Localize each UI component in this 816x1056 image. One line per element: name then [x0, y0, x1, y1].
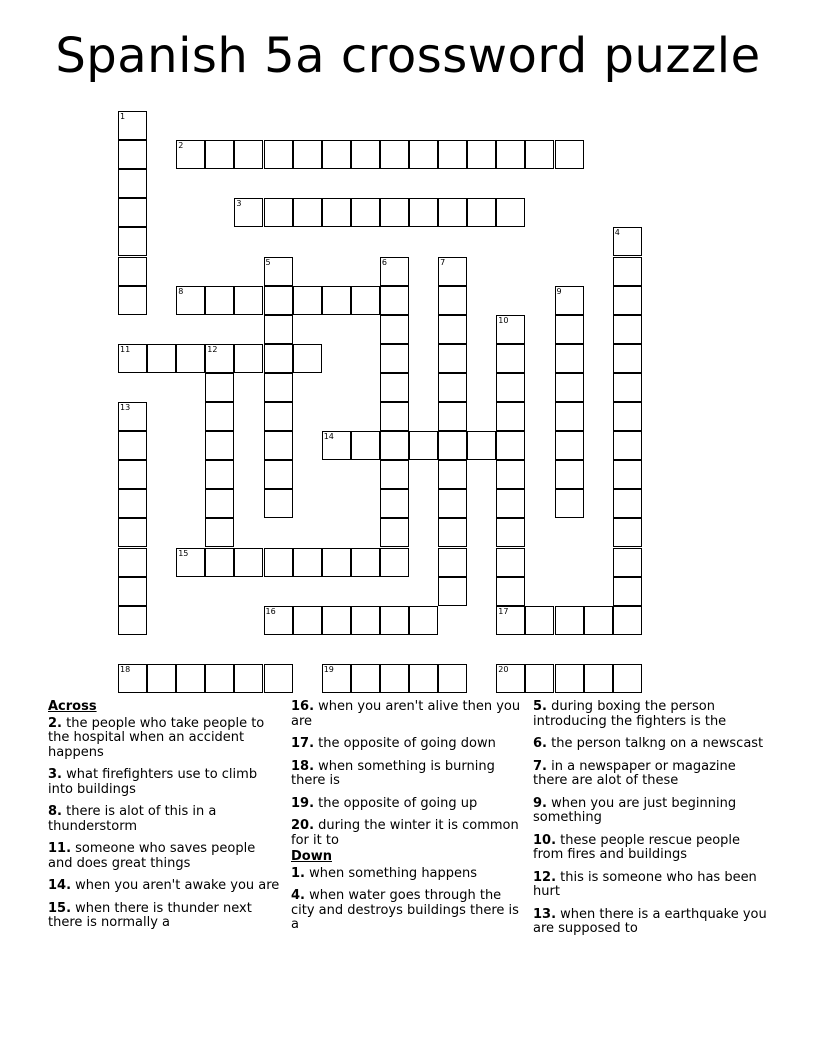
grid-cell[interactable] [264, 344, 293, 373]
clue-item-number: 12. [533, 869, 557, 885]
grid-cell[interactable] [438, 140, 467, 169]
grid-cell[interactable] [555, 344, 584, 373]
grid-cell[interactable] [467, 198, 496, 227]
grid-cell[interactable] [322, 286, 351, 315]
clue-item [48, 842, 280, 871]
grid-cell[interactable] [555, 140, 584, 169]
grid-cell[interactable] [264, 664, 293, 693]
grid-cell[interactable] [118, 460, 147, 489]
grid-cell[interactable] [613, 373, 642, 402]
grid-cell[interactable] [555, 460, 584, 489]
grid-cell[interactable] [205, 402, 234, 431]
clue-item-text: this is someone who has been hurt [533, 869, 757, 899]
grid-cell[interactable] [234, 664, 263, 693]
grid-cell[interactable] [205, 664, 234, 693]
grid-cell[interactable] [322, 664, 351, 693]
grid-cell[interactable] [380, 257, 409, 286]
grid-cell[interactable] [438, 664, 467, 693]
grid-cell[interactable] [380, 402, 409, 431]
grid-cell[interactable] [380, 489, 409, 518]
grid-cell[interactable] [234, 286, 263, 315]
clue-number: 12 [207, 344, 218, 354]
grid-cell[interactable] [496, 664, 525, 693]
grid-cell[interactable] [147, 344, 176, 373]
grid-cell[interactable] [264, 489, 293, 518]
clue-item-number: 14. [48, 878, 72, 893]
grid-cell[interactable] [380, 431, 409, 460]
page-title: Spanish 5a crossword puzzle [55, 28, 761, 84]
grid-cell[interactable] [176, 286, 205, 315]
grid-cell[interactable] [264, 198, 293, 227]
grid-cell[interactable] [118, 402, 147, 431]
clue-item-text: the people who take people to the hospital when an accident happens [48, 715, 265, 760]
grid-cell[interactable] [496, 315, 525, 344]
grid-cell[interactable] [293, 286, 322, 315]
grid-cell[interactable] [264, 402, 293, 431]
clue-item-text: the opposite of going down [314, 736, 496, 751]
grid-cell[interactable] [205, 548, 234, 577]
clue-number: 20 [498, 664, 509, 674]
grid-cell[interactable] [118, 169, 147, 198]
grid-cell[interactable] [438, 548, 467, 577]
grid-cell[interactable] [613, 431, 642, 460]
grid-cell[interactable] [293, 344, 322, 373]
clue-item-number: 11. [48, 841, 72, 856]
grid-cell[interactable] [438, 518, 467, 547]
grid-cell[interactable] [613, 315, 642, 344]
grid-cell[interactable] [205, 518, 234, 547]
grid-cell[interactable] [264, 315, 293, 344]
clue-item [533, 797, 769, 826]
clue-item-text: during the winter it is common for it to [291, 818, 519, 848]
grid-cell[interactable] [496, 140, 525, 169]
clue-item [533, 737, 769, 752]
grid-cell[interactable] [176, 664, 205, 693]
grid-cell[interactable] [118, 664, 147, 693]
clue-item-number: 7. [533, 758, 547, 774]
grid-cell[interactable] [205, 286, 234, 315]
grid-cell[interactable] [264, 373, 293, 402]
clue-item-text: when you aren't alive then you are [291, 699, 521, 729]
grid-cell[interactable] [438, 315, 467, 344]
clue-item-text: what firefighters use to climb into buildings [48, 767, 258, 797]
clue-item [48, 717, 280, 761]
grid-cell[interactable] [555, 489, 584, 518]
clue-number: 11 [120, 344, 131, 354]
clue-item-text: when something happens [304, 865, 478, 881]
grid-cell[interactable] [496, 577, 525, 606]
clue-item [291, 797, 521, 812]
grid-cell[interactable] [293, 198, 322, 227]
grid-cell[interactable] [380, 606, 409, 635]
clue-item-number: 8. [48, 804, 62, 819]
grid-cell[interactable] [118, 198, 147, 227]
clue-number: 2 [178, 141, 184, 151]
clue-item [533, 760, 769, 789]
clue-item-text: the person talkng on a newscast [546, 736, 764, 751]
grid-cell[interactable] [525, 140, 554, 169]
grid-cell[interactable] [176, 140, 205, 169]
grid-cell[interactable] [438, 431, 467, 460]
grid-cell[interactable] [409, 606, 438, 635]
grid-cell[interactable] [118, 431, 147, 460]
clue-item-number: 5. [533, 699, 547, 714]
grid-cell[interactable] [118, 227, 147, 256]
grid-cell[interactable] [496, 460, 525, 489]
grid-cell[interactable] [176, 344, 205, 373]
grid-cell[interactable] [118, 257, 147, 286]
grid-cell[interactable] [555, 606, 584, 635]
clue-item-text: when you are just beginning something [533, 795, 737, 825]
grid-cell[interactable] [555, 286, 584, 315]
grid-cell[interactable] [380, 373, 409, 402]
grid-cell[interactable] [351, 664, 380, 693]
grid-cell[interactable] [438, 286, 467, 315]
clue-item [48, 805, 280, 834]
clue-item [533, 908, 769, 937]
clue-item [533, 871, 769, 900]
grid-cell[interactable] [118, 140, 147, 169]
clue-item-number: 10. [533, 832, 557, 848]
grid-cell[interactable] [118, 489, 147, 518]
grid-cell[interactable] [293, 606, 322, 635]
grid-cell[interactable] [613, 344, 642, 373]
grid-cell[interactable] [496, 548, 525, 577]
clue-item-number: 20. [291, 818, 315, 833]
clue-number: 14 [323, 432, 334, 442]
grid-cell[interactable] [467, 140, 496, 169]
clue-item-text: when something is burning there is [291, 758, 495, 788]
clue-number: 3 [236, 199, 242, 209]
clue-item-text: in a newspaper or magazine there are alot of these [533, 758, 736, 788]
grid-cell[interactable] [205, 373, 234, 402]
grid-cell[interactable] [613, 664, 642, 693]
grid-cell[interactable] [438, 577, 467, 606]
clue-number: 6 [381, 257, 387, 267]
clue-item-number: 18. [291, 758, 315, 774]
clue-item [48, 879, 280, 894]
grid-cell[interactable] [234, 140, 263, 169]
clue-item [291, 700, 521, 729]
clue-item [291, 889, 521, 933]
grid-cell[interactable] [380, 518, 409, 547]
grid-cell[interactable] [351, 198, 380, 227]
grid-cell[interactable] [351, 548, 380, 577]
clue-number: 8 [178, 286, 184, 296]
clues-column-3 [533, 700, 769, 945]
grid-cell[interactable] [118, 606, 147, 635]
grid-cell[interactable] [438, 460, 467, 489]
grid-cell[interactable] [555, 373, 584, 402]
grid-cell[interactable] [118, 286, 147, 315]
grid-cell[interactable] [555, 664, 584, 693]
grid-cell[interactable] [438, 402, 467, 431]
grid-cell[interactable] [264, 548, 293, 577]
grid-cell[interactable] [322, 140, 351, 169]
clue-number: 1 [120, 112, 126, 121]
grid-cell[interactable] [264, 431, 293, 460]
grid-cell[interactable] [613, 286, 642, 315]
clue-item-number: 6. [533, 736, 547, 751]
grid-cell[interactable] [264, 606, 293, 635]
clue-number: 4 [614, 228, 620, 238]
grid-cell[interactable] [438, 489, 467, 518]
clue-item [533, 700, 769, 729]
clue-item-number: 19. [291, 795, 315, 811]
grid-cell[interactable] [118, 111, 147, 140]
clue-item-text: when you aren't awake you are [71, 878, 280, 893]
grid-cell[interactable] [525, 664, 554, 693]
grid-cell[interactable] [496, 518, 525, 547]
grid-cell[interactable] [351, 606, 380, 635]
clue-item-number: 13. [533, 906, 557, 922]
grid-cell[interactable] [264, 286, 293, 315]
grid-cell[interactable] [555, 402, 584, 431]
grid-cell[interactable] [380, 664, 409, 693]
grid-cell[interactable] [118, 344, 147, 373]
clue-item-number: 17. [291, 736, 315, 751]
grid-cell[interactable] [496, 198, 525, 227]
grid-cell[interactable] [118, 518, 147, 547]
clue-item-number: 4. [291, 888, 305, 903]
clue-number: 15 [178, 548, 189, 558]
grid-cell[interactable] [409, 198, 438, 227]
grid-cell[interactable] [380, 548, 409, 577]
grid-cell[interactable] [613, 518, 642, 547]
grid-cell[interactable] [205, 431, 234, 460]
grid-cell[interactable] [380, 344, 409, 373]
grid-cell[interactable] [409, 664, 438, 693]
clue-number: 16 [265, 606, 276, 616]
clue-item-number: 9. [533, 795, 547, 811]
clue-item-text: someone who saves people and does great things [48, 841, 256, 871]
grid-cell[interactable] [613, 227, 642, 256]
grid-cell[interactable] [322, 606, 351, 635]
clue-item [533, 834, 769, 863]
clue-item [48, 768, 280, 797]
grid-cell[interactable] [205, 140, 234, 169]
clue-number: 13 [120, 403, 131, 412]
clues-column-1 [48, 700, 280, 939]
grid-cell[interactable] [293, 140, 322, 169]
grid-cell[interactable] [584, 606, 613, 635]
grid-cell[interactable] [351, 431, 380, 460]
grid-cell[interactable] [555, 315, 584, 344]
clue-number: 5 [265, 257, 271, 267]
grid-cell[interactable] [438, 373, 467, 402]
clue-item-text: the opposite of going up [314, 795, 478, 811]
grid-cell[interactable] [380, 198, 409, 227]
grid-cell[interactable] [584, 664, 613, 693]
clue-item-number: 3. [48, 767, 62, 782]
clue-item-text: during boxing the person introducing the fighters is the [533, 699, 727, 729]
grid-cell[interactable] [380, 315, 409, 344]
grid-cell[interactable] [496, 489, 525, 518]
grid-cell[interactable] [234, 548, 263, 577]
clue-number: 18 [120, 664, 131, 674]
grid-cell[interactable] [380, 140, 409, 169]
grid-cell[interactable] [613, 606, 642, 635]
grid-cell[interactable] [409, 431, 438, 460]
grid-cell[interactable] [351, 140, 380, 169]
grid-cell[interactable] [496, 606, 525, 635]
clue-item-text: when water goes through the city and destroys buildings there is a [291, 888, 519, 932]
clue-item-number: 2. [48, 715, 62, 731]
clue-number: 19 [323, 664, 334, 674]
grid-cell[interactable] [409, 140, 438, 169]
clue-item [291, 737, 521, 752]
grid-cell[interactable] [496, 402, 525, 431]
clue-item [291, 760, 521, 789]
clue-item-text: when there is a earthquake you are supposed to [533, 906, 767, 936]
grid-cell[interactable] [613, 577, 642, 606]
grid-cell[interactable] [118, 548, 147, 577]
clues-column-2 [291, 700, 521, 941]
grid-cell[interactable] [322, 548, 351, 577]
clue-number: 17 [498, 606, 509, 616]
clue-item [291, 819, 521, 848]
grid-cell[interactable] [496, 344, 525, 373]
grid-cell[interactable] [380, 460, 409, 489]
grid-cell[interactable] [438, 257, 467, 286]
grid-cell[interactable] [118, 577, 147, 606]
clue-item [48, 902, 280, 931]
grid-cell[interactable] [322, 431, 351, 460]
grid-cell[interactable] [613, 402, 642, 431]
grid-cell[interactable] [613, 489, 642, 518]
grid-cell[interactable] [438, 198, 467, 227]
grid-cell[interactable] [147, 664, 176, 693]
grid-cell[interactable] [496, 373, 525, 402]
grid-cell[interactable] [496, 431, 525, 460]
grid-cell[interactable] [264, 460, 293, 489]
clue-item-number: 15. [48, 900, 72, 916]
grid-cell[interactable] [525, 606, 554, 635]
across-heading: Across [48, 699, 97, 714]
grid-cell[interactable] [613, 460, 642, 489]
grid-cell[interactable] [264, 140, 293, 169]
grid-cell[interactable] [613, 257, 642, 286]
clue-number: 7 [440, 257, 446, 267]
grid-cell[interactable] [205, 489, 234, 518]
grid-cell[interactable] [205, 344, 234, 373]
clue-number: 10 [498, 315, 509, 325]
grid-cell[interactable] [234, 344, 263, 373]
clue-item-number: 16. [291, 699, 315, 714]
clue-item-text: when there is thunder next there is normally a [48, 900, 252, 930]
grid-cell[interactable] [351, 286, 380, 315]
grid-cell[interactable] [380, 286, 409, 315]
grid-cell[interactable] [467, 431, 496, 460]
clue-item-number: 1. [291, 865, 305, 881]
grid-cell[interactable] [234, 198, 263, 227]
grid-cell[interactable] [264, 257, 293, 286]
grid-cell[interactable] [176, 548, 205, 577]
grid-cell[interactable] [205, 460, 234, 489]
clue-item-text: there is alot of this in a thunderstorm [48, 804, 217, 834]
grid-cell[interactable] [613, 548, 642, 577]
grid-cell[interactable] [438, 344, 467, 373]
grid-cell[interactable] [322, 198, 351, 227]
grid-cell[interactable] [555, 431, 584, 460]
clue-number: 9 [556, 286, 562, 296]
grid-cell[interactable] [293, 548, 322, 577]
clue-item-text: these people rescue people from fires and buildings [533, 832, 741, 862]
down-heading: Down [291, 849, 332, 864]
clue-item [291, 867, 521, 882]
